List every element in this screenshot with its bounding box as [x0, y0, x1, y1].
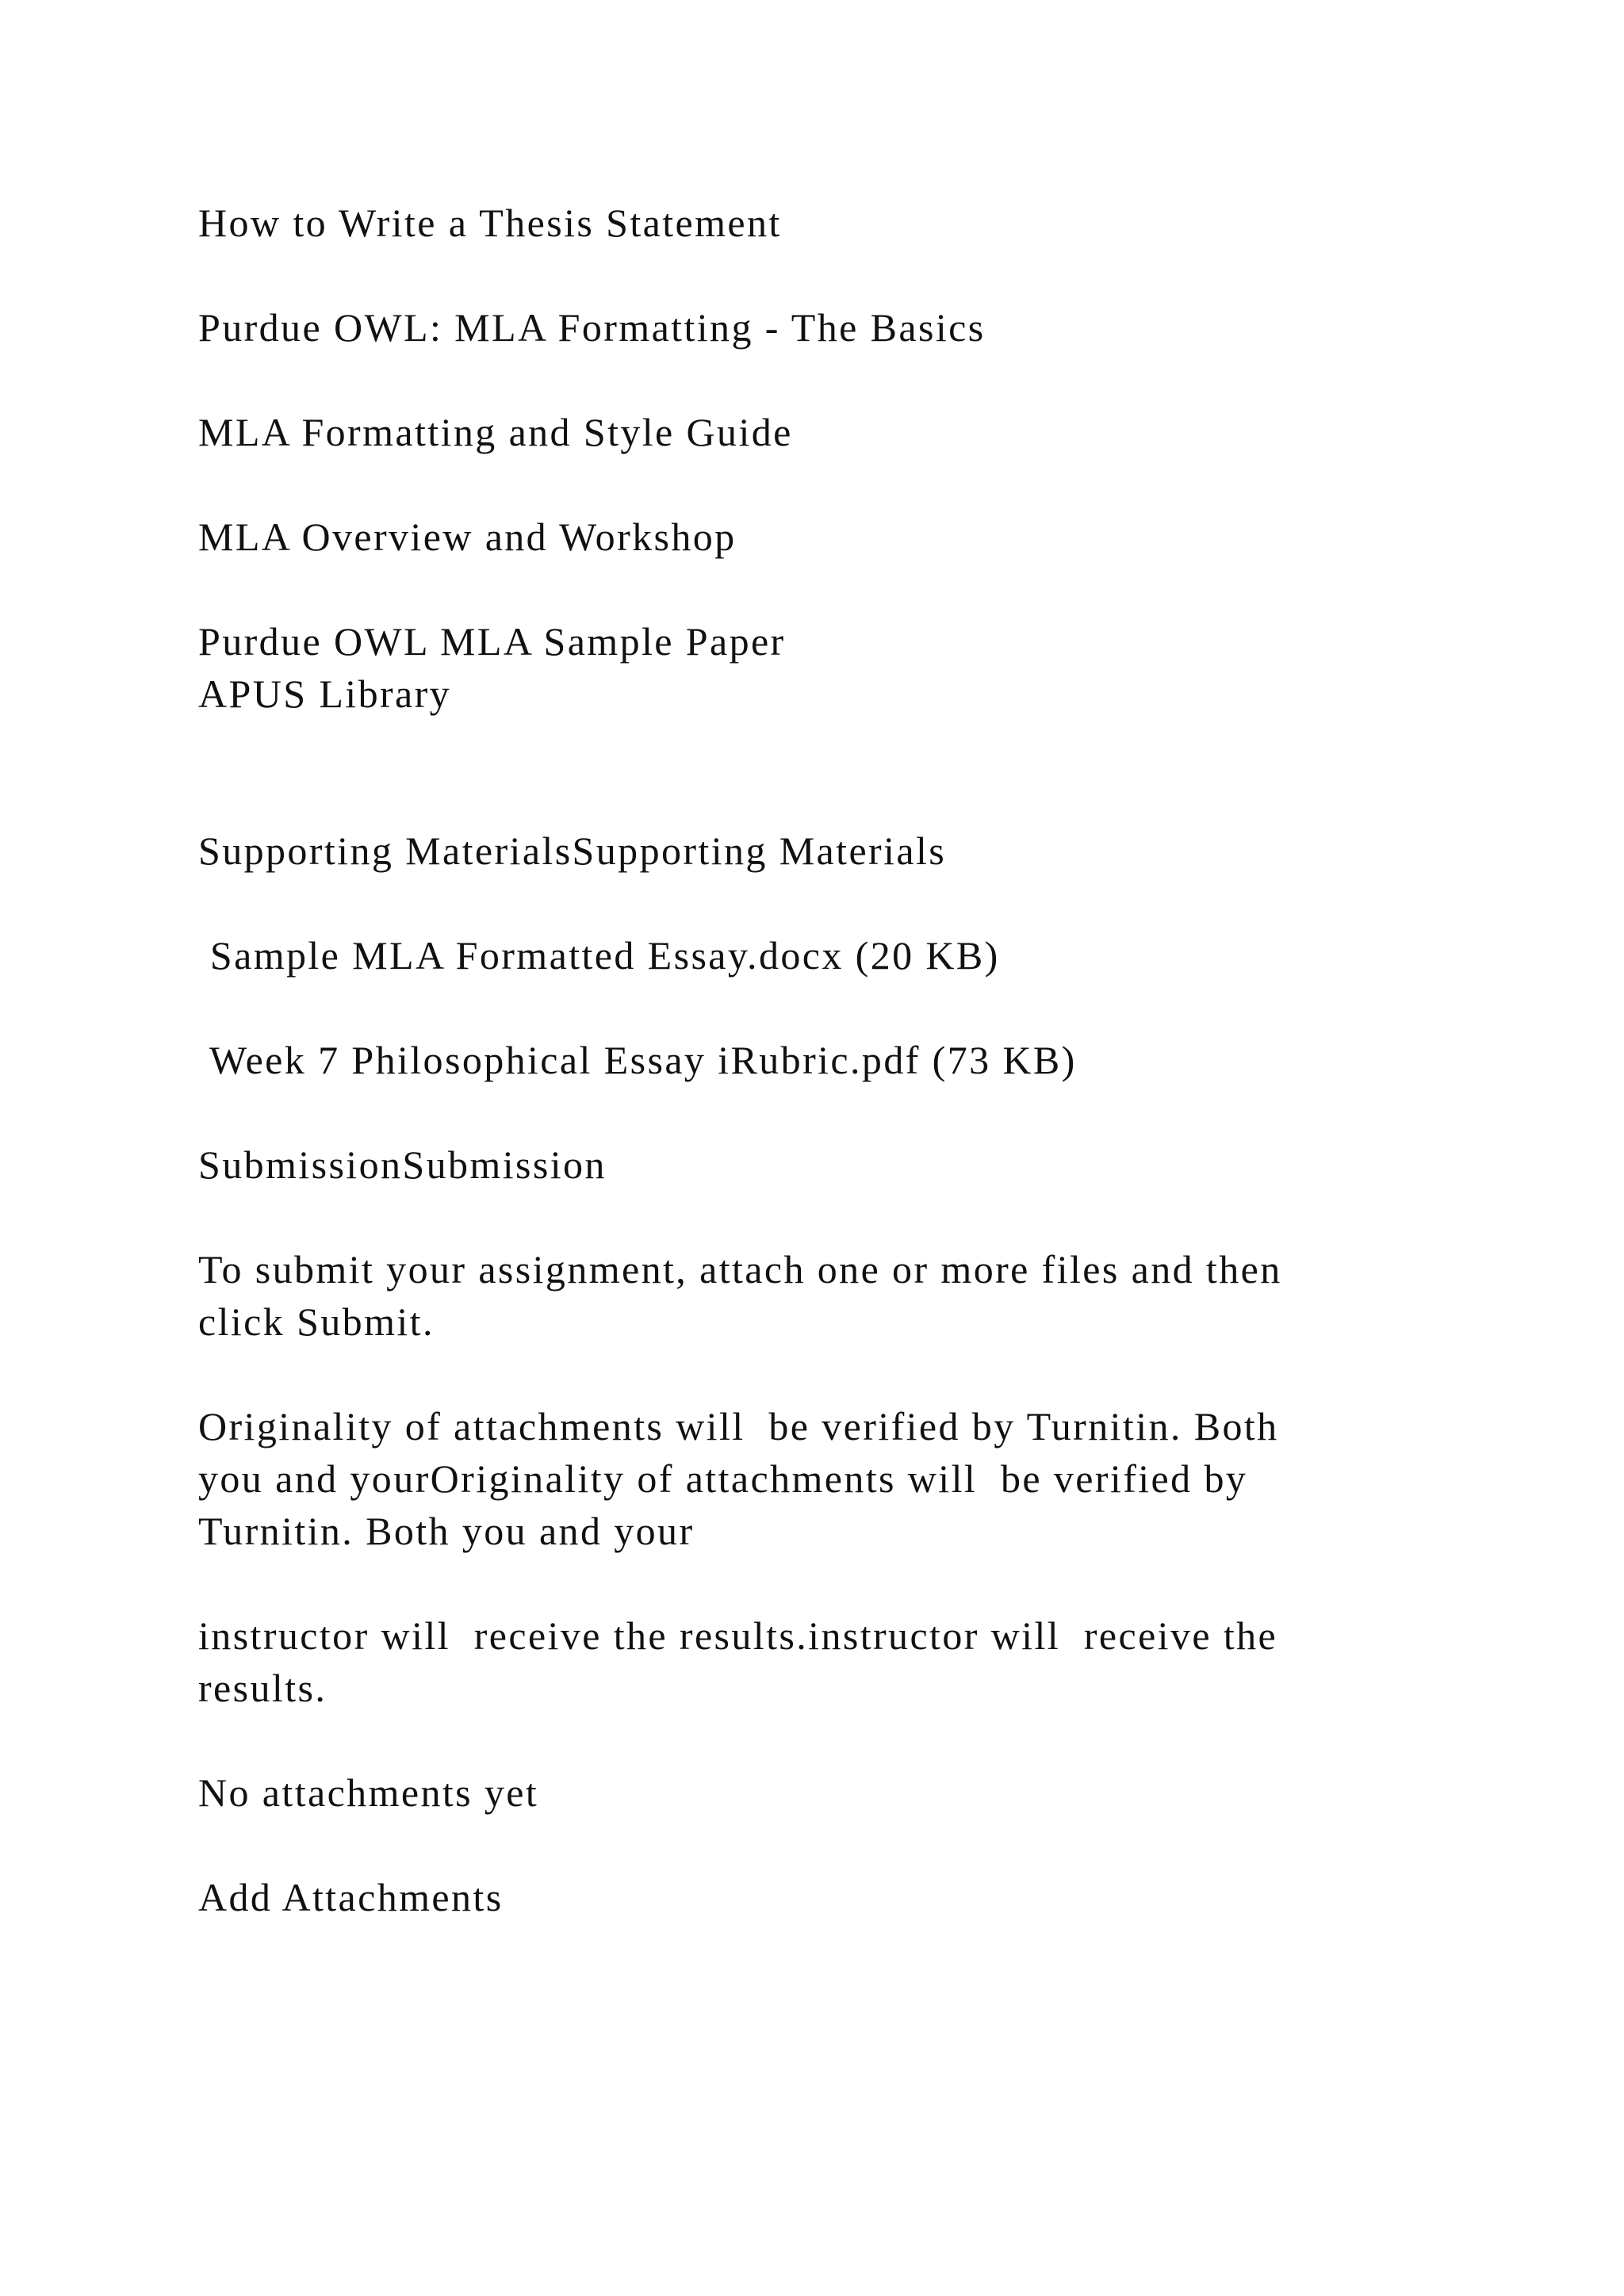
attachments-status: No attachments yet [198, 1770, 539, 1815]
originality-notice-line: you and yourOriginality of attachments will be verified by [198, 1456, 1248, 1501]
originality-notice-line: Turnitin. Both you and your [198, 1509, 695, 1553]
supporting-materials-heading: Supporting MaterialsSupporting Materials [198, 828, 947, 873]
file-link-rubric[interactable]: Week 7 Philosophical Essay iRubric.pdf (73 KB) [198, 1038, 1077, 1082]
submission-instructions-line: To submit your assignment, attach one or more files and then [198, 1247, 1282, 1292]
file-link-sample-essay[interactable]: Sample MLA Formatted Essay.docx (20 KB) [198, 933, 1000, 978]
submission-heading: SubmissionSubmission [198, 1142, 607, 1187]
add-attachments-button[interactable]: Add Attachments [198, 1875, 504, 1919]
results-notice-line: results. [198, 1666, 327, 1710]
link-owl-mla-sample-paper[interactable]: Purdue OWL MLA Sample Paper [198, 619, 786, 664]
link-apus-library[interactable]: APUS Library [198, 672, 452, 716]
originality-notice-line: Originality of attachments will be verified by Turnitin. Both [198, 1404, 1279, 1448]
submission-instructions-line: click Submit. [198, 1299, 435, 1344]
link-thesis-statement[interactable]: How to Write a Thesis Statement [198, 201, 782, 245]
link-owl-mla-basics[interactable]: Purdue OWL: MLA Formatting - The Basics [198, 305, 986, 350]
results-notice-line: instructor will receive the results.instructor will receive the [198, 1613, 1278, 1658]
link-mla-overview-workshop[interactable]: MLA Overview and Workshop [198, 515, 737, 559]
link-mla-style-guide[interactable]: MLA Formatting and Style Guide [198, 410, 793, 454]
